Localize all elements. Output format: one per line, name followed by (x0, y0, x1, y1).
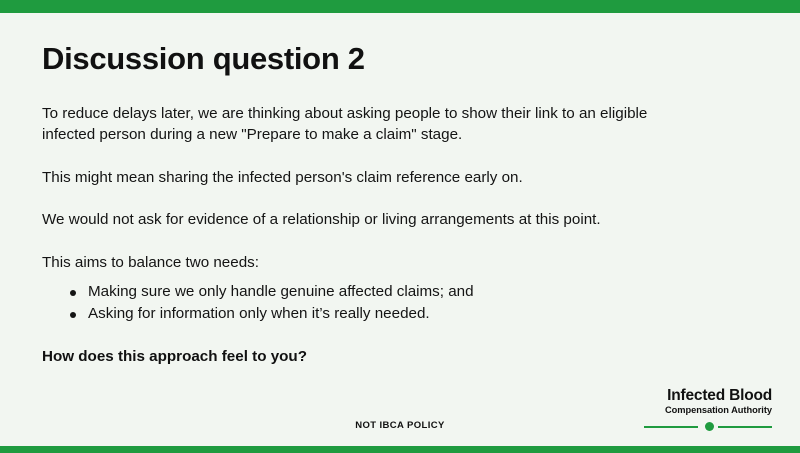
page-title: Discussion question 2 (42, 41, 365, 76)
footer-disclaimer: NOT IBCA POLICY (355, 420, 445, 431)
list-item: Asking for information only when it’s really needed. (42, 303, 758, 326)
list-item: Making sure we only handle genuine affected claims; and (42, 281, 758, 304)
paragraph-2: This might mean sharing the infected person's claim reference early on. (42, 168, 523, 186)
list-intro: This aims to balance two needs: (42, 253, 259, 271)
logo-dot-icon (705, 422, 714, 431)
bullet-list (42, 281, 758, 327)
slide-content (0, 13, 800, 365)
closing-question: How does this approach feel to you? (42, 348, 307, 366)
paragraph-3: We would not ask for evidence of a relationship or living arrangements at this point. (42, 211, 601, 229)
logo-rule-left (644, 426, 698, 428)
paragraph-1: To reduce delays later, we are thinking about asking people to show their link to an eligible infected person during a new "Prepare to make a claim" stage. (42, 104, 648, 144)
logo-rule-icon (644, 422, 772, 431)
logo-name-primary: Infected Blood (667, 386, 772, 404)
logo-rule-right (718, 426, 772, 428)
organisation-logo (644, 387, 772, 431)
logo-name-secondary: Compensation Authority (664, 404, 772, 415)
top-accent-bar (0, 0, 800, 13)
bottom-accent-bar (0, 446, 800, 453)
